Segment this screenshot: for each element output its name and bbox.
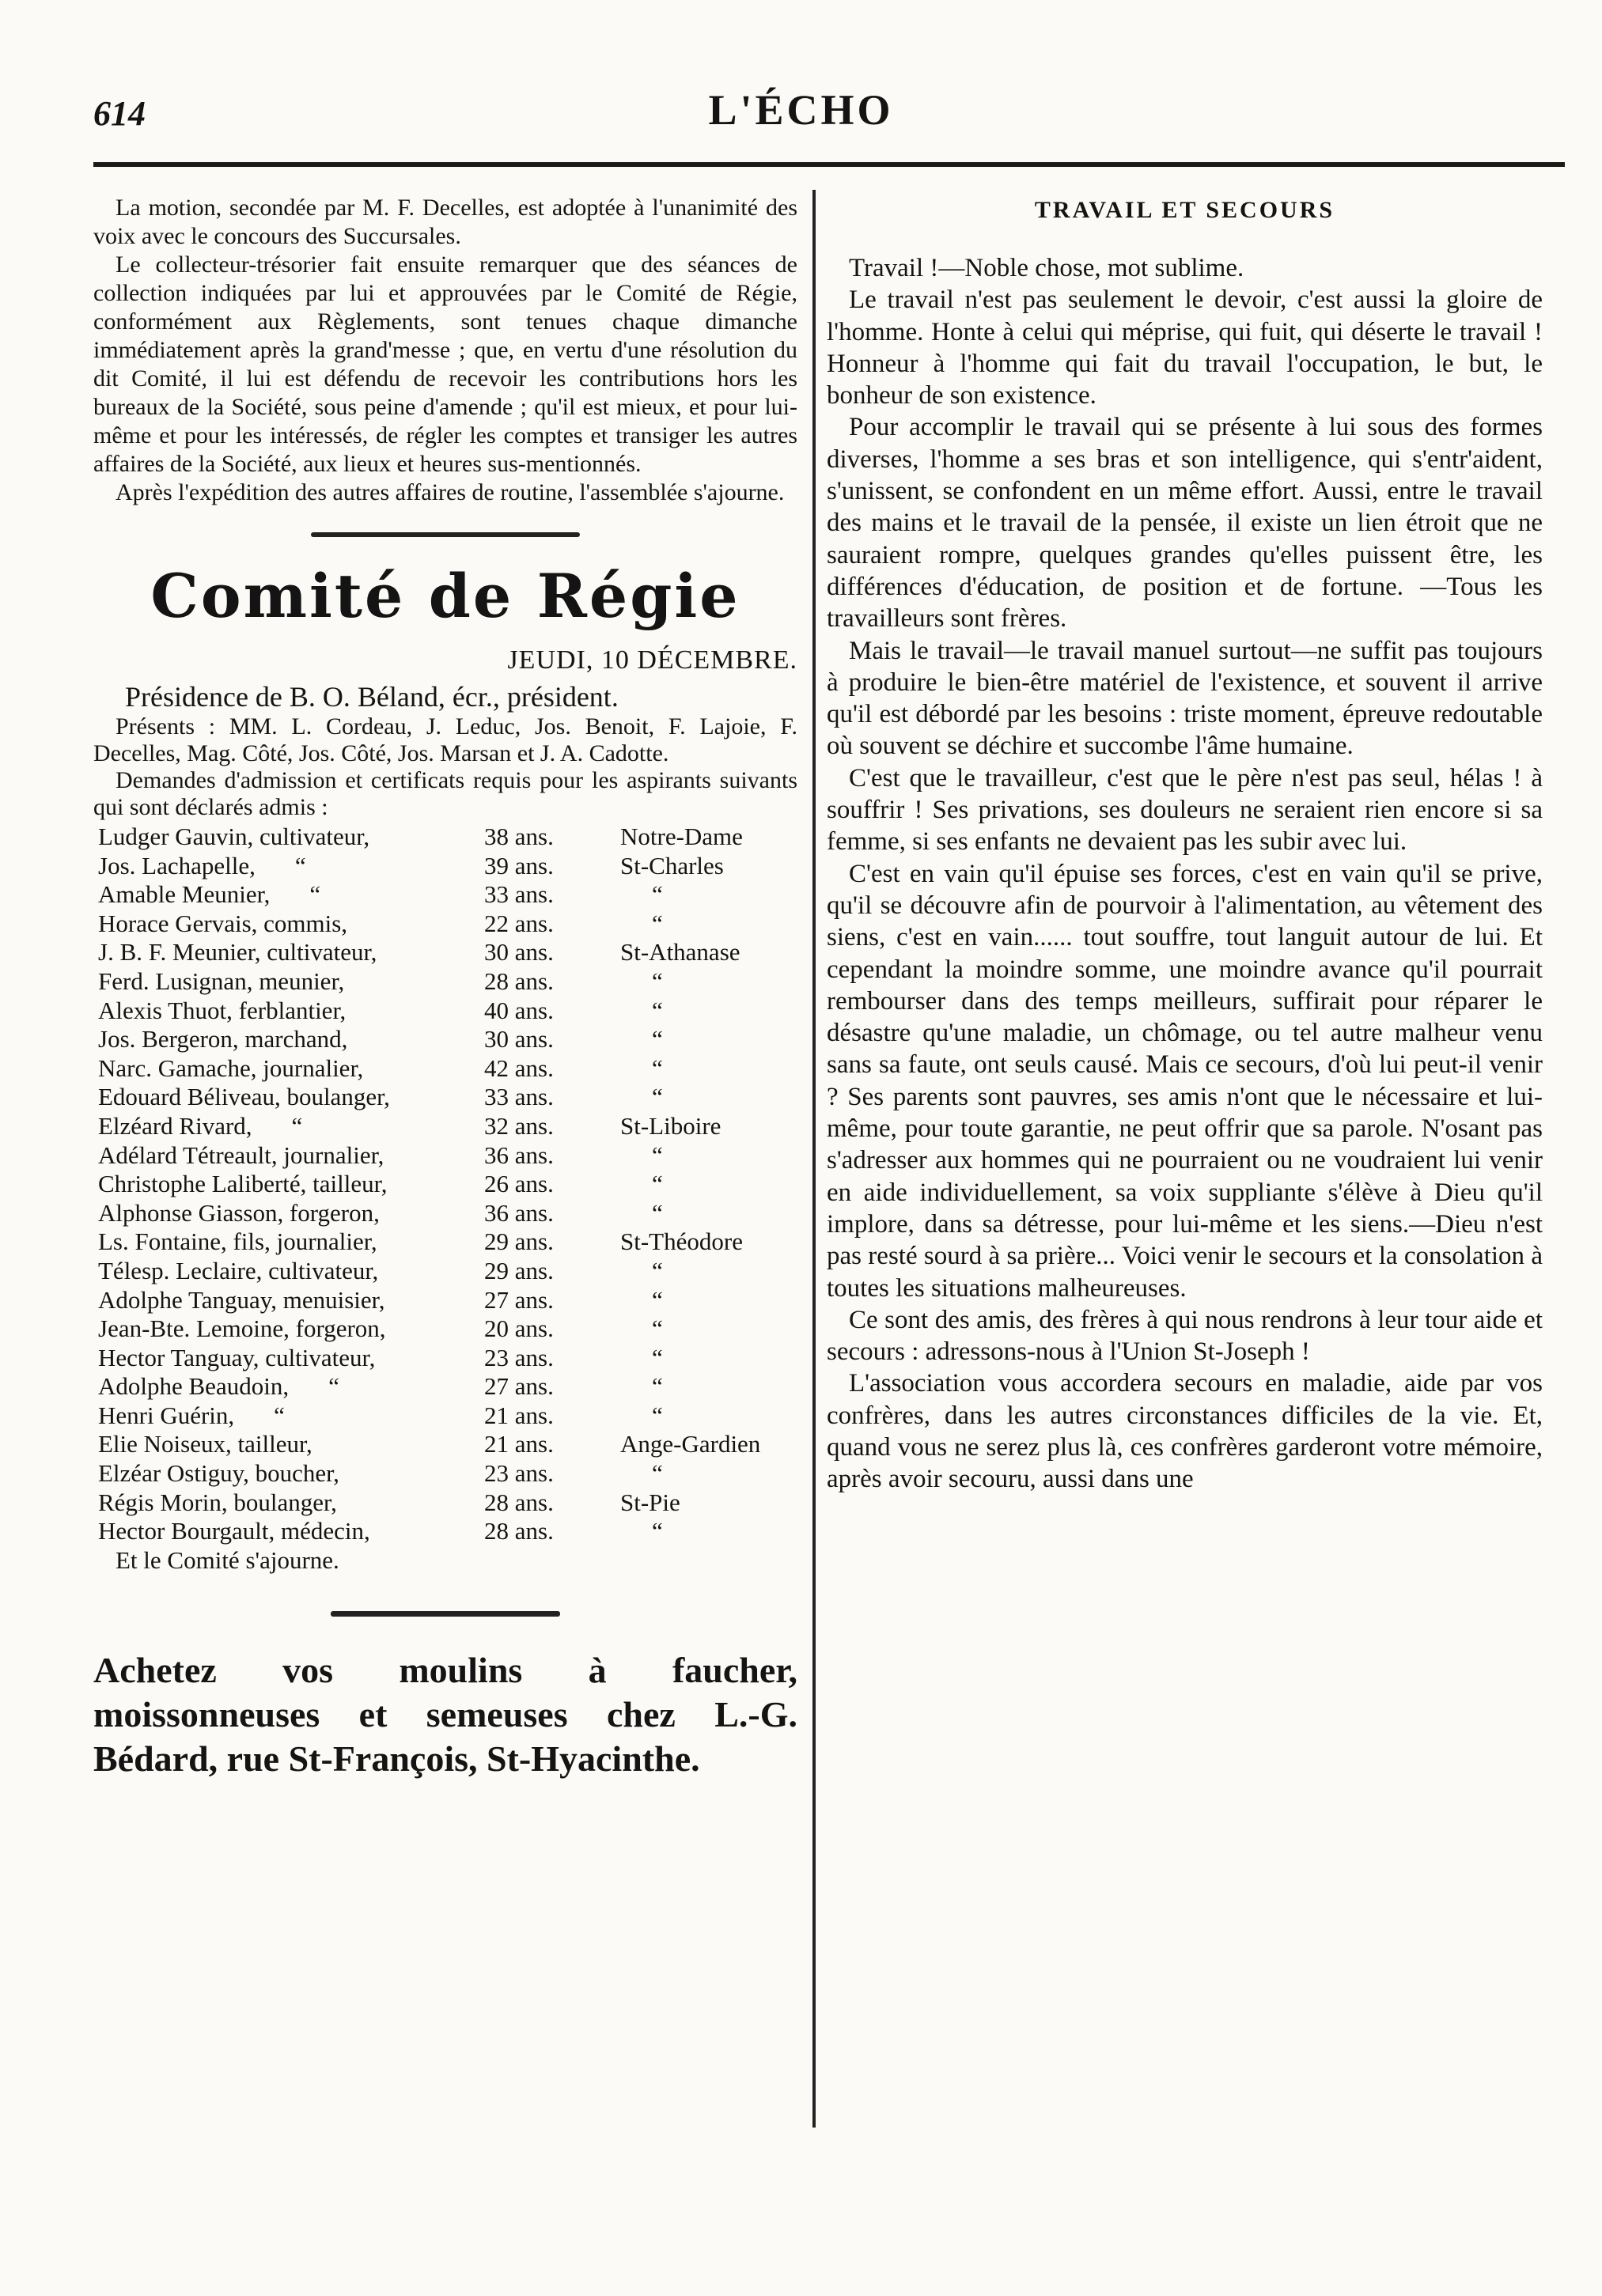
admission-age: 28 ans. — [484, 966, 554, 995]
admission-parish: “ — [652, 1401, 663, 1429]
admission-age: 38 ans. — [484, 823, 554, 850]
admission-age: 20 ans. — [484, 1314, 554, 1343]
admission-age: 36 ans. — [484, 1198, 554, 1227]
admission-parish: “ — [652, 1025, 663, 1053]
admission-row — [93, 1314, 797, 1344]
admission-row — [93, 1227, 797, 1257]
article-body — [827, 252, 1543, 1496]
admission-row — [93, 1459, 797, 1488]
admission-name: Alexis Thuot, ferblantier, — [98, 996, 347, 1024]
admission-name: Alphonse Giasson, forgeron, — [98, 1198, 380, 1227]
admission-row — [93, 1141, 797, 1171]
admission-row — [93, 1170, 797, 1199]
admission-age: 23 ans. — [484, 1343, 554, 1371]
admission-name: Ferd. Lusignan, meunier, — [98, 966, 345, 995]
admission-parish: “ — [652, 1285, 663, 1314]
advertisement: Achetez vos moulins à faucher, moissonneuses et semeuses chez L.-G. Bédard, rue St-François, St-Hyacinthe. — [93, 1649, 797, 1779]
admission-parish: St-Théodore — [620, 1227, 743, 1256]
minutes-paragraph: Après l'expédition des autres affaires de routine, l'assemblée s'ajourne. — [116, 479, 785, 505]
admission-name: Narc. Gamache, journalier, — [98, 1053, 364, 1082]
admission-age: 28 ans. — [484, 1488, 554, 1516]
ornament-divider — [311, 532, 580, 537]
admission-name: Jos. Lachapelle, “ — [98, 851, 306, 879]
admission-age: 21 ans. — [484, 1401, 554, 1429]
admission-age: 30 ans. — [484, 938, 554, 966]
ditto-mark: “ — [291, 1111, 303, 1140]
admission-name: Ls. Fontaine, fils, journalier, — [98, 1227, 377, 1256]
members-present: Présents : MM. L. Cordeau, J. Leduc, Jos. Benoit, F. Lajoie, F. Decelles, Mag. Côté, Jos. Côté, Jos. Marsan et J. A. Cadotte. — [93, 713, 797, 766]
admission-age: 29 ans. — [484, 1256, 554, 1284]
admission-name: Jos. Bergeron, marchand, — [98, 1025, 348, 1053]
admission-row — [93, 1344, 797, 1373]
page-header — [0, 0, 1602, 182]
admission-row — [93, 967, 797, 997]
admission-name: Hector Tanguay, cultivateur, — [98, 1343, 376, 1371]
admission-name: Ludger Gauvin, cultivateur, — [98, 823, 370, 850]
admission-name: Jean-Bte. Lemoine, forgeron, — [98, 1314, 386, 1343]
admission-age: 33 ans. — [484, 880, 554, 909]
admission-parish: St-Charles — [620, 851, 724, 879]
journal-title: L'ÉCHO — [708, 86, 894, 134]
header-rule — [93, 162, 1565, 167]
admissions-intro: Demandes d'admission et certificats requis pour les aspirants suivants qui sont déclarés admis : — [93, 767, 797, 820]
admission-parish: “ — [652, 1256, 663, 1284]
admission-name: Henri Guérin, “ — [98, 1401, 285, 1429]
admission-row — [93, 1401, 797, 1431]
admission-parish: St-Athanase — [620, 938, 740, 966]
admission-name: Horace Gervais, commis, — [98, 909, 348, 937]
admission-parish: “ — [652, 1198, 663, 1227]
admission-row — [93, 1372, 797, 1401]
admission-row — [93, 823, 797, 852]
article-paragraph: Pour accomplir le travail qui se présente à lui sous des formes diverses, l'homme a ses bras et son intelligence, qui s'entr'aident, s'unissent, se confondent en un même effort. Aussi, entre le travail des mains et le travail de la pensée, il existe un lien étroit que ne sauraient rompre, quelques grandes qu'elles puissent être, les différences d'éducation, de position et de fortune. —Tous les travailleurs sont frères. — [827, 413, 1543, 634]
article-paragraph: Mais le travail—le travail manuel surtout—ne suffit pas toujours à produire le bien-être matériel de l'existence, et souvent il arrive qu'il est débordé par les besoins : triste moment, épreuve redoutable où souvent se déchire et succombe l'âme humaine. — [827, 636, 1543, 761]
admission-parish: Ange-Gardien — [620, 1430, 761, 1458]
admission-age: 33 ans. — [484, 1083, 554, 1111]
admission-age: 26 ans. — [484, 1170, 554, 1198]
admission-age: 21 ans. — [484, 1430, 554, 1458]
admission-parish: “ — [652, 1459, 663, 1488]
admission-row — [93, 1430, 797, 1459]
left-column — [93, 194, 797, 1781]
admission-row — [93, 997, 797, 1026]
page-number: 614 — [93, 94, 146, 133]
article-paragraph: C'est que le travailleur, c'est que le père n'est pas seul, hélas ! à souffrir ! Ses privations, ses douleurs ne seraient rien encore si sa femme, si ses enfants ne devaient pas les subir avec lui. — [827, 763, 1543, 857]
admission-parish: “ — [652, 1053, 663, 1082]
admission-age: 32 ans. — [484, 1111, 554, 1140]
admission-row — [93, 1054, 797, 1084]
admission-age: 40 ans. — [484, 996, 554, 1024]
admission-parish: “ — [652, 1343, 663, 1371]
ditto-mark: “ — [274, 1401, 285, 1429]
admission-age: 28 ans. — [484, 1517, 554, 1545]
admission-parish: “ — [652, 880, 663, 909]
article-paragraph: Travail !—Noble chose, mot sublime. — [849, 254, 1244, 282]
admission-name: Christophe Laliberté, tailleur, — [98, 1170, 388, 1198]
ditto-mark: “ — [309, 880, 321, 909]
admission-parish: “ — [652, 1083, 663, 1111]
admissions-list — [93, 823, 797, 1546]
admission-name: Amable Meunier, “ — [98, 880, 321, 909]
admission-age: 39 ans. — [484, 851, 554, 879]
admission-row — [93, 880, 797, 910]
admission-row — [93, 1257, 797, 1286]
admission-row — [93, 1517, 797, 1546]
admission-row — [93, 1488, 797, 1518]
admission-name: Elzéard Rivard, “ — [98, 1111, 303, 1140]
admission-name: Adolphe Beaudoin, “ — [98, 1372, 339, 1401]
meeting-date: JEUDI, 10 DÉCEMBRE. — [507, 645, 797, 675]
admission-age: 27 ans. — [484, 1372, 554, 1401]
admission-parish: “ — [652, 1170, 663, 1198]
admission-parish: St-Liboire — [620, 1111, 721, 1140]
article-paragraph: Le travail n'est pas seulement le devoir, c'est aussi la gloire de l'homme. Honte à celui qui méprise, qui fuit, qui déserte le travail ! Honneur à l'homme qui fait du travail l'occupation, le but, le bonheur de son existence. — [827, 286, 1543, 410]
presidence-line: Présidence de B. O. Béland, écr., président. — [125, 681, 619, 713]
ditto-mark: “ — [294, 851, 306, 879]
admission-parish: “ — [652, 1517, 663, 1545]
ornament-divider — [331, 1611, 560, 1617]
admission-age: 29 ans. — [484, 1227, 554, 1256]
article-paragraph: Ce sont des amis, des frères à qui nous rendrons à leur tour aide et secours : adressons-nous à l'Union St-Joseph ! — [827, 1305, 1543, 1367]
admission-age: 36 ans. — [484, 1140, 554, 1169]
admission-parish: “ — [652, 1140, 663, 1169]
right-column — [827, 194, 1543, 1496]
admission-name: Adélard Tétreault, journalier, — [98, 1140, 384, 1169]
admission-name: Edouard Béliveau, boulanger, — [98, 1083, 390, 1111]
admission-parish: Notre-Dame — [620, 823, 743, 850]
admission-row — [93, 852, 797, 881]
admission-parish: St-Pie — [620, 1488, 680, 1516]
article-paragraph: C'est en vain qu'il épuise ses forces, c'est en vain qu'il se prive, qu'il se découvre afin de pourvoir à l'alimentation, au vêtement des siens, c'est en vain...... tout souffre, tout languit autour de lui. Et cependant la moindre somme, une moindre avance qu'il pourrait rembourser dans des temps meilleurs, suffirait pour réparer le désastre qu'une maladie, un chômage, ou tel autre malheur venu sans sa faute, ont seuls causé. Mais ce secours, d'où lui peut-il venir ? Ses parents sont pauvres, ses amis n'ont que le nécessaire et lui-même, pour toute garantie, ne peut offrir que sa parole. N'osant pas s'adresser aux hommes qui ne pourraient ou ne voudraient lui venir en aide individuellement, sa voix suppliante s'élève à Dieu qu'il implore, dans sa détresse, pour lui-même et les siens.—Dieu n'est pas resté sourd à sa prière... Voici venir le secours et la consolation à toutes les situations malheureuses. — [827, 859, 1543, 1303]
admission-parish: “ — [652, 966, 663, 995]
article-paragraph: L'association vous accordera secours en maladie, aide par vos confrères, dans les autres circonstances difficiles de la vie. Et, quand vous ne serez plus là, ces confrères garderont votre mémoire, après avoir secouru, aussi dans une — [827, 1369, 1543, 1494]
admission-parish: “ — [652, 996, 663, 1024]
minutes-paragraph: Le collecteur-trésorier fait ensuite remarquer que des séances de collection indiquées par lui et approuvées par le Comité de Régie, conformément aux Règlements, sont tenues chaque dimanche immédiatement après la grand'messe ; que, en vertu d'une résolution du dit Comité, il lui est défendu de recevoir les contributions hors les bureaux de la Société, sous peine d'amende ; qu'il est mieux, et pour lui-même et pour les intéressés, de régler les comptes et transiger les autres affaires de la Société, aux lieux et heures sus-mentionnés. — [93, 252, 797, 477]
admission-row — [93, 938, 797, 967]
admission-name: Régis Morin, boulanger, — [98, 1488, 337, 1516]
comite-title: Comité de Régie — [150, 561, 740, 631]
admission-row — [93, 1025, 797, 1054]
admission-parish: “ — [652, 909, 663, 937]
admission-parish: “ — [652, 1372, 663, 1401]
ditto-mark: “ — [328, 1372, 339, 1401]
adjourn-line: Et le Comité s'ajourne. — [116, 1545, 339, 1574]
column-divider — [812, 190, 816, 2128]
admission-age: 42 ans. — [484, 1053, 554, 1082]
admission-name: Télesp. Leclaire, cultivateur, — [98, 1256, 379, 1284]
admission-name: Elzéar Ostiguy, boucher, — [98, 1459, 339, 1488]
admission-age: 27 ans. — [484, 1285, 554, 1314]
admission-name: Hector Bourgault, médecin, — [98, 1517, 370, 1545]
admission-row — [93, 1199, 797, 1228]
admission-name: J. B. F. Meunier, cultivateur, — [98, 938, 377, 966]
admission-row — [93, 1112, 797, 1141]
admission-parish: “ — [652, 1314, 663, 1343]
admission-age: 23 ans. — [484, 1459, 554, 1488]
section-title: TRAVAIL ET SECOURS — [1034, 197, 1335, 223]
admission-age: 30 ans. — [484, 1025, 554, 1053]
admission-row — [93, 910, 797, 939]
admission-row — [93, 1083, 797, 1112]
admission-row — [93, 1286, 797, 1315]
admission-age: 22 ans. — [484, 909, 554, 937]
admission-name: Elie Noiseux, tailleur, — [98, 1430, 312, 1458]
minutes-paragraph: La motion, secondée par M. F. Decelles, est adoptée à l'unanimité des voix avec le concours des Succursales. — [93, 195, 797, 249]
admission-name: Adolphe Tanguay, menuisier, — [98, 1285, 385, 1314]
